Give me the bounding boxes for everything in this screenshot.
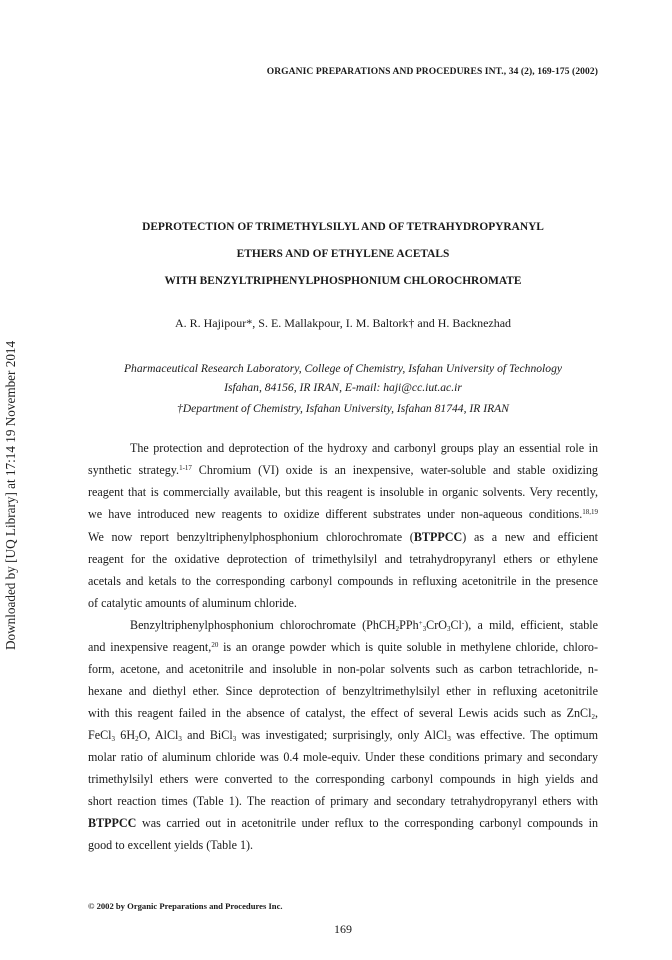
paragraph-1-line: synthetic strategy.$^{1-17}$ Chromium (VI) oxide is an inexpensive, water-soluble and stable oxidizing <box>88 463 598 477</box>
paragraph-2-line: BTPPCC was carried out in acetonitrile under reflux to the corresponding carbonyl compounds in <box>88 816 598 830</box>
affiliation-2: Isfahan, 84156, IR IRAN, E-mail: haji@cc.iut.ac.ir <box>224 381 462 394</box>
paragraph-2-line: good to excellent yields (Table 1). <box>88 838 254 852</box>
paragraph-1-line: of catalytic amounts of aluminum chloride. <box>88 596 297 610</box>
paragraph-1-line: We now report benzyltriphenylphosphonium chlorochromate (BTPPCC) as a new and efficient <box>88 530 598 544</box>
paragraph-2-line: hexane and diethyl ether. Since deprotection of benzyltrimethylsilyl ether in refluxing acetonitrile <box>88 684 598 698</box>
download-watermark <box>3 320 19 650</box>
affiliation-1: Pharmaceutical Research Laboratory, College of Chemistry, Isfahan University of Technology <box>123 362 563 375</box>
title-line-3: WITH BENZYLTRIPHENYLPHOSPHONIUM CHLOROCHROMATE <box>164 275 522 287</box>
paragraph-2-line: and inexpensive reagent,$^{20}$ is an orange powder which is quite soluble in methylene chloride, chloro- <box>88 640 598 654</box>
paragraph-1-line: reagent that is commercially available, but this reagent is insoluble in organic solvents. Very recently, <box>88 485 598 499</box>
copyright-footnote: © 2002 by Organic Preparations and Procedures Inc. <box>88 901 283 911</box>
paragraph-2-line: with this reagent failed in the absence of catalyst, the effect of several Lewis acids such as ZnCl$_2$, <box>88 706 598 721</box>
paragraph-2-line: molar ratio of aluminum chloride was 0.4 mole-equiv. Under these conditions primary and secondary <box>88 750 598 764</box>
paragraph-2-line: form, acetone, and acetonitrile and insoluble in non-polar solvents such as carbon tetrachloride, n- <box>88 662 598 676</box>
author-list: A. R. Hajipour*, S. E. Mallakpour, I. M. Baltork† and H. Backnezhad <box>174 316 512 330</box>
paragraph-1-line: reagent for the oxidative deprotection of trimethylsilyl and tetrahydropyranyl ethers or ethylene <box>88 552 598 566</box>
title-line-1: DEPROTECTION OF TRIMETHYLSILYL AND OF TETRAHYDROPYRANYL <box>142 221 544 233</box>
download-watermark-text: Downloaded by [UQ Library] at 17:14 19 November 2014 <box>3 340 18 650</box>
affiliation-3: †Department of Chemistry, Isfahan University, Isfahan 81744, IR IRAN <box>176 402 509 415</box>
page-number: 169 <box>334 922 352 936</box>
paragraph-1-line: we have introduced new reagents to oxidize different substrates under non-aqueous conditions.$^{18,19}$ <box>88 507 598 521</box>
paragraph-1-line: The protection and deprotection of the hydroxy and carbonyl groups play an essential role in <box>130 441 598 455</box>
paragraph-1-line: acetals and ketals to the corresponding carbonyl compounds in refluxing acetonitrile in the presence <box>88 574 598 588</box>
title-line-2: ETHERS AND OF ETHYLENE ACETALS <box>236 248 450 260</box>
journal-header: ORGANIC PREPARATIONS AND PROCEDURES INT., 34 (2), 169-175 (2002) <box>266 67 598 77</box>
paragraph-2-line: Benzyltriphenylphosphonium chlorochromate (PhCH$_2$PPh+$_3$CrO$_3$Cl-), a mild, efficient, stable <box>130 618 598 633</box>
paragraph-2-line: trimethylsilyl ethers were converted to the corresponding carbonyl compounds in high yields and <box>88 772 598 786</box>
paragraph-2-line: FeCl$_3$ $6H_2O$, AlCl$_3$ and BiCl$_3$ was investigated; surprisingly, only AlCl$_3$ was effective. The optimum <box>88 728 598 743</box>
paragraph-2-line: short reaction times (Table 1). The reaction of primary and secondary tetrahydropyranyl ethers with <box>88 794 598 808</box>
